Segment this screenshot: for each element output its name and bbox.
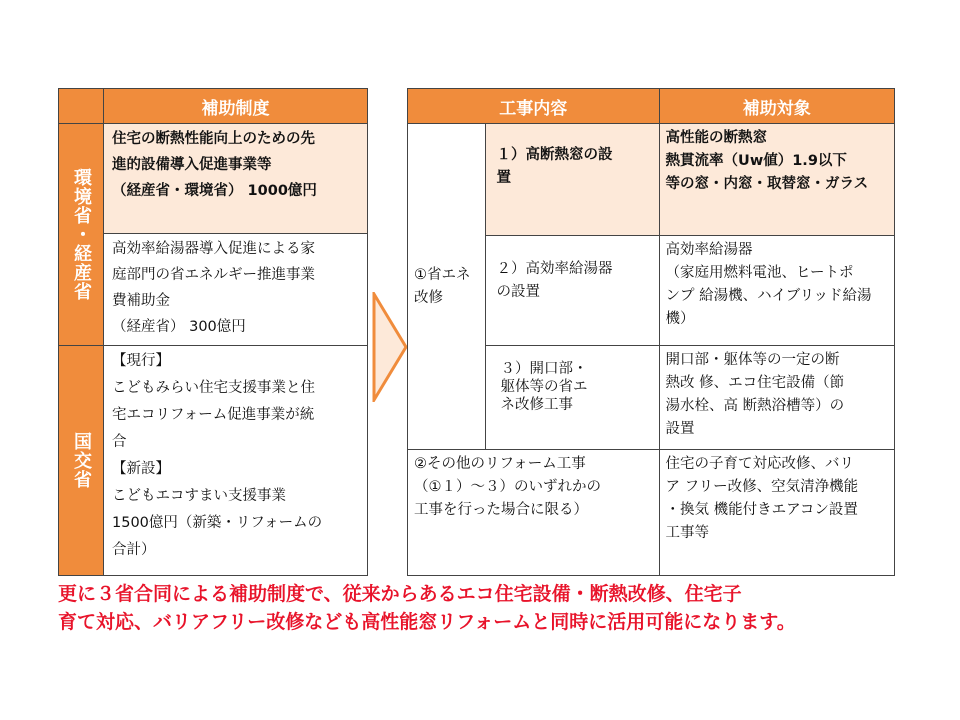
advanced-equipment-program-text: 住宅の断熱性能向上のための先 進的設備導入促進事業等 （経産省・環境省） 1000億円 [112, 131, 317, 199]
energy-saving-renovation-label: ①省エネ 改修 [408, 124, 486, 450]
water-heater-program-cell [104, 234, 368, 346]
kodomo-eco-program-text: 【現行】 こどもみらい住宅支援事業と住 宅エコリフォーム促進事業が統 合 【新設】 こどもエコすまい支援事業 1500億円（新築・リフォームの 合計） [112, 353, 323, 558]
item-opening-structure-renovation: ３）開口部・ 躯体等の省エ ネ改修工事 [486, 346, 659, 450]
ministry-mlit-label: 国交省 [59, 346, 104, 576]
target-other-renovation: 住宅の子育て対応改修、バリ ア フリー改修、空気清浄機能 ・換気 機能付きエアコン設置 工事等 [659, 450, 894, 576]
item-high-insulation-window: １）高断熱窓の設 置 [486, 124, 659, 236]
subsidy-system-table [58, 88, 368, 576]
right-arrow-icon [372, 292, 408, 402]
footer-note-line2: 育て対応、バリアフリー改修なども高性能窓リフォームと同時に活用可能になります。 [58, 611, 796, 633]
left-corner-cell [59, 89, 104, 124]
footer-note-line1: 更に３省合同による補助制度で、従来からあるエコ住宅設備・断熱改修、住宅子 [58, 583, 742, 605]
target-high-insulation-window: 高性能の断熱窓 熱貫流率（Uw値）1.9以下 等の窓・内窓・取替窓・ガラス [659, 124, 894, 236]
subsidy-target-header: 補助対象 [659, 89, 894, 124]
footer-note [58, 580, 908, 636]
ministry-env-meti-label: 環境省・経産省 [59, 124, 104, 346]
advanced-equipment-program-cell [104, 124, 368, 234]
work-content-table [407, 88, 895, 576]
item-other-renovation: ②その他のリフォーム工事 （①１）～３）のいずれかの 工事を行った場合に限る） [408, 450, 660, 576]
target-opening-structure-renovation: 開口部・躯体等の一定の断 熱改 修、エコ住宅設備（節 湯水栓、高 断熱浴槽等）の 設置 [659, 346, 894, 450]
item-efficient-water-heater: ２）高効率給湯器 の設置 [486, 236, 659, 346]
kodomo-eco-program-cell [104, 346, 368, 576]
target-efficient-water-heater: 高効率給湯器 （家庭用燃料電池、ヒートポ ンプ 給湯機、ハイブリッド給湯 機） [659, 236, 894, 346]
subsidy-system-header: 補助制度 [104, 89, 368, 124]
work-content-header: 工事内容 [408, 89, 660, 124]
water-heater-program-text: 高効率給湯器導入促進による家 庭部門の省エネルギー推進事業 費補助金 （経産省） 300億円 [112, 241, 315, 335]
